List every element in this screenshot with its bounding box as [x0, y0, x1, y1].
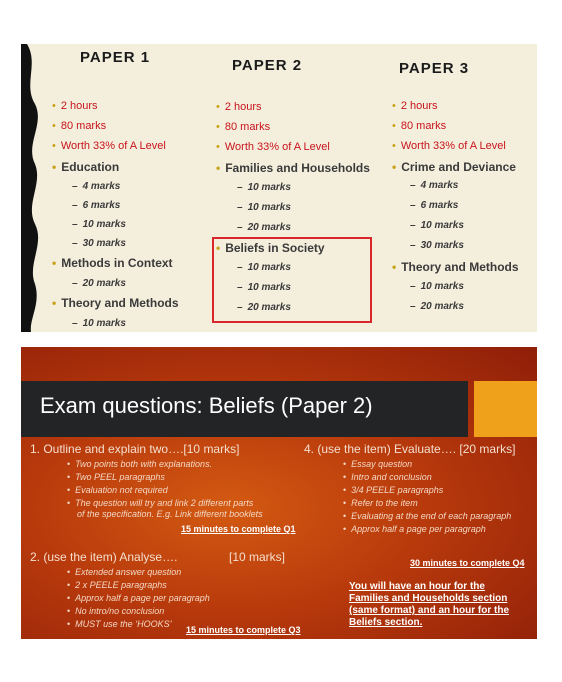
- question-4-point: • Intro and conclusion: [343, 472, 432, 482]
- beliefs-highlight-box: [212, 237, 372, 323]
- paper-2-item: • 2 hours: [216, 101, 262, 113]
- paper-1-topic: • Methods in Context: [52, 256, 173, 270]
- bullet-icon: •: [216, 141, 220, 153]
- bullet-icon: •: [52, 140, 56, 152]
- paper-2-title: PAPER 2: [232, 57, 303, 74]
- paper-3-marks: – 10 marks: [410, 281, 464, 292]
- paper-1-marks: – 10 marks: [72, 318, 126, 329]
- question-1-point: of the specification. E.g. Link different booklets: [77, 509, 263, 519]
- question-4-point: • Essay question: [343, 459, 413, 469]
- timing-note: You will have an hour for the Families and Households section (same format) and an hour for the Beliefs section.: [349, 581, 510, 628]
- question-2-point: • Approx half a page per paragraph: [67, 593, 210, 603]
- question-2-time: 15 minutes to complete Q3: [186, 625, 301, 635]
- paper-1-item: • Worth 33% of A Level: [52, 140, 166, 152]
- paper-1-marks: – 20 marks: [72, 278, 126, 289]
- accent-square: [474, 381, 537, 437]
- paper-3-marks: – 4 marks: [410, 180, 459, 191]
- paper-1-marks: – 4 marks: [72, 181, 121, 192]
- paper-3-marks: – 20 marks: [410, 301, 464, 312]
- paper-3-item: • 80 marks: [392, 120, 447, 132]
- slide-title: Exam questions: Beliefs (Paper 2): [40, 393, 373, 418]
- bullet-icon: •: [392, 260, 397, 274]
- bullet-icon: •: [392, 120, 396, 132]
- question-2-point: • No intro/no conclusion: [67, 606, 165, 616]
- bullet-icon: •: [216, 161, 221, 175]
- paper-3-item: • 2 hours: [392, 100, 438, 112]
- question-1-point: • The question will try and link 2 different parts: [67, 498, 254, 508]
- paper-3-title: PAPER 3: [399, 60, 470, 77]
- paper-2-marks: – 20 marks: [237, 302, 291, 313]
- exam-questions-slide: [21, 347, 537, 639]
- paper-1-item: • 2 hours: [52, 100, 98, 112]
- paper-3-marks: – 10 marks: [410, 220, 464, 231]
- paper-2-marks: – 10 marks: [237, 182, 291, 193]
- bullet-icon: •: [392, 100, 396, 112]
- paper-2-topic: • Families and Households: [216, 161, 370, 175]
- question-4-point: • Approx half a page per paragraph: [343, 524, 486, 534]
- question-4-time: 30 minutes to complete Q4: [410, 558, 525, 568]
- question-1-point: • Two points both with explanations.: [67, 459, 213, 469]
- paper-2-marks: – 20 marks: [237, 222, 291, 233]
- paper-2-item: • Worth 33% of A Level: [216, 141, 330, 153]
- bullet-icon: •: [216, 241, 221, 255]
- paper-3-item: • Worth 33% of A Level: [392, 140, 506, 152]
- bullet-icon: •: [52, 100, 56, 112]
- bullet-icon: •: [52, 120, 56, 132]
- exam-structure-slide: [21, 44, 537, 332]
- paper-3-topic: • Theory and Methods: [392, 260, 519, 274]
- wavy-edge-decoration: [21, 44, 49, 332]
- paper-1-topic: • Theory and Methods: [52, 296, 179, 310]
- paper-1-marks: – 30 marks: [72, 238, 126, 249]
- question-4-heading: 4. (use the item) Evaluate…. [20 marks]: [304, 442, 516, 456]
- question-4-point: • Evaluating at the end of each paragraph: [343, 511, 512, 521]
- paper-2-marks: – 10 marks: [237, 262, 291, 273]
- question-1-point: • Two PEEL paragraphs: [67, 472, 165, 482]
- paper-2-marks: – 10 marks: [237, 202, 291, 213]
- question-4-point: • Refer to the item: [343, 498, 418, 508]
- paper-3-marks: – 6 marks: [410, 200, 459, 211]
- paper-2-item: • 80 marks: [216, 121, 271, 133]
- question-1-heading: 1. Outline and explain two….[10 marks]: [30, 442, 240, 456]
- question-2-heading: 2. (use the item) Analyse….: [30, 550, 178, 564]
- question-1-time: 15 minutes to complete Q1: [181, 524, 296, 534]
- bullet-icon: •: [392, 160, 397, 174]
- paper-2-topic-beliefs: • Beliefs in Society: [216, 241, 325, 255]
- title-bar: [21, 381, 468, 437]
- bullet-icon: •: [52, 256, 57, 270]
- bullet-icon: •: [52, 160, 57, 174]
- paper-2-marks: – 10 marks: [237, 282, 291, 293]
- bullet-icon: •: [216, 121, 220, 133]
- question-1-point: • Evaluation not required: [67, 485, 168, 495]
- bullet-icon: •: [216, 101, 220, 113]
- question-2-marks: [10 marks]: [229, 550, 286, 564]
- paper-1-item: • 80 marks: [52, 120, 107, 132]
- question-2-point: • Extended answer question: [67, 567, 182, 577]
- bullet-icon: •: [52, 296, 57, 310]
- bullet-icon: •: [392, 140, 396, 152]
- paper-3-topic: • Crime and Deviance: [392, 160, 516, 174]
- question-2-point: • MUST use the ‘HOOKS’: [67, 619, 172, 629]
- paper-1-title: PAPER 1: [80, 49, 151, 66]
- paper-1-marks: – 6 marks: [72, 200, 121, 211]
- question-2-point: • 2 x PEELE paragraphs: [67, 580, 167, 590]
- paper-3-marks: – 30 marks: [410, 240, 464, 251]
- question-4-point: • 3/4 PEELE paragraphs: [343, 485, 444, 495]
- paper-1-topic: • Education: [52, 160, 120, 174]
- paper-1-marks: – 10 marks: [72, 219, 126, 230]
